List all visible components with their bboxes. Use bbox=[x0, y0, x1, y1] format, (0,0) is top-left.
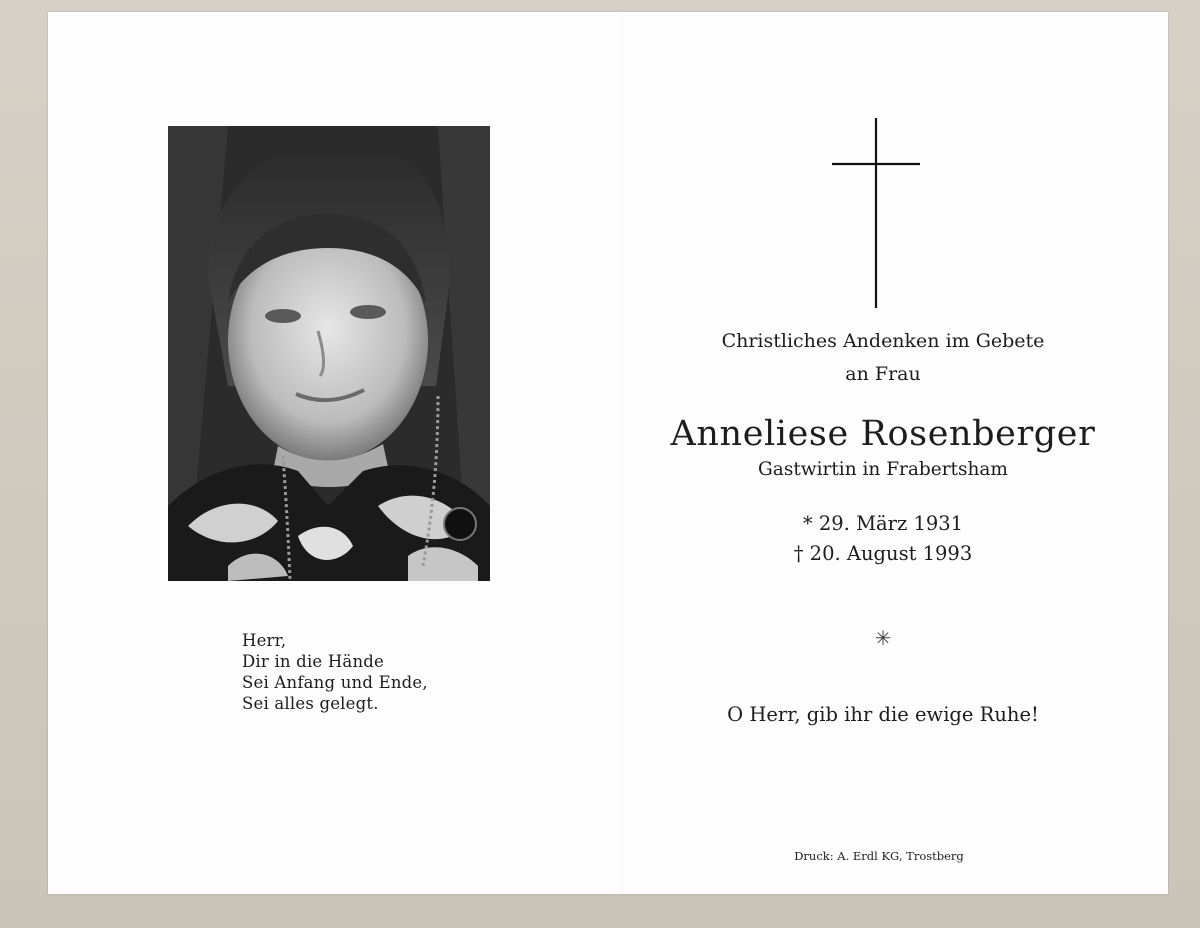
birth-date: * 29. März 1931 bbox=[802, 512, 964, 535]
printer-credit: Druck: A. Erdl KG, Trostberg bbox=[794, 849, 964, 863]
intro-line-1: Christliches Andenken im Gebete bbox=[721, 330, 1045, 352]
portrait-image bbox=[168, 126, 490, 581]
prayer-line: O Herr, gib ihr die ewige Ruhe! bbox=[727, 703, 1039, 726]
death-date: † 20. August 1993 bbox=[793, 542, 973, 565]
deceased-name: Anneliese Rosenberger bbox=[670, 414, 1096, 454]
latin-cross-icon bbox=[832, 118, 920, 308]
occupation: Gastwirtin in Frabertsham bbox=[758, 459, 1008, 480]
poem-line: Sei Anfang und Ende, bbox=[242, 673, 428, 692]
poem-line: Dir in die Hände bbox=[242, 652, 385, 671]
poem bbox=[242, 630, 428, 714]
portrait-photo bbox=[168, 126, 490, 581]
poem-line: Herr, bbox=[242, 631, 287, 650]
intro-line-2: an Frau bbox=[845, 363, 921, 385]
separator-star-icon: ✳ bbox=[874, 626, 892, 650]
poem-line: Sei alles gelegt. bbox=[242, 694, 379, 713]
memorial-card bbox=[48, 12, 1168, 894]
